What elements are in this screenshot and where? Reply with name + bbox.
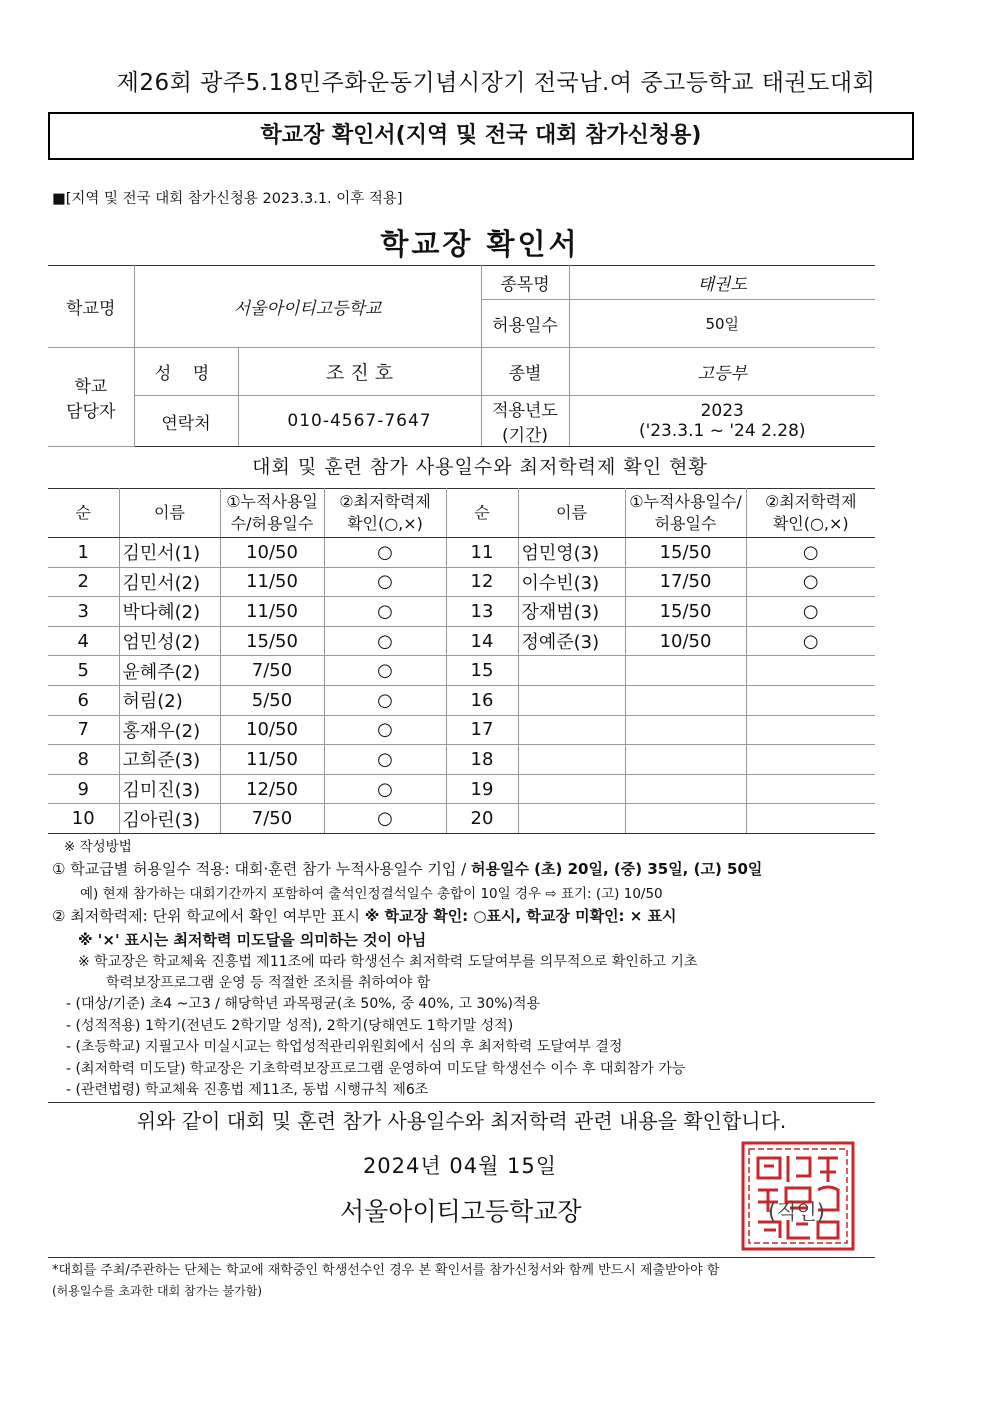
- declaration: 위와 같이 대회 및 훈련 참가 사용일수와 최저학력 관련 내용을 확인합니다.: [48, 1102, 875, 1134]
- col-header-check-right-line2: 확인(○,×): [772, 514, 849, 533]
- table-row: [48, 567, 875, 597]
- row-days-right: [625, 715, 746, 745]
- row-check-right: ○: [746, 626, 875, 656]
- row-check-right: [746, 656, 875, 686]
- row-no-left: 5: [48, 656, 119, 686]
- method-note-2a: ※ 학교장은 학교체육 진흥법 제11조에 따라 학생선수 최저학력 도달여부를 의무적으로 확인하고 기초: [78, 954, 698, 970]
- row-name-left: 고희준(3): [119, 745, 220, 775]
- row-check-left: ○: [324, 715, 446, 745]
- row-no-right: 15: [446, 656, 518, 686]
- method-bullet-3: - (초등학교) 지필고사 미실시교는 학업성적관리위원회에서 심의 후 최저학력 도달여부 결정: [66, 1039, 623, 1055]
- method-note-1: ※ '×' 표시는 최저학력 미도달을 의미하는 것이 아님: [78, 931, 427, 949]
- row-days-left: 7/50: [220, 656, 324, 686]
- school-label: 학교명: [48, 266, 134, 348]
- row-name-right: 엄민영(3): [518, 538, 625, 568]
- row-name-left: 김미진(3): [119, 774, 220, 804]
- row-check-right: [746, 715, 875, 745]
- row-no-left: 1: [48, 538, 119, 568]
- principal-name: 서울아이티고등학교장: [340, 1197, 582, 1226]
- row-name-right: [518, 804, 625, 834]
- row-check-right: [746, 804, 875, 834]
- row-check-right: [746, 685, 875, 715]
- row-days-left: 5/50: [220, 685, 324, 715]
- row-check-left: ○: [324, 804, 446, 834]
- date-line: 2024년 04월 15일: [362, 1154, 558, 1178]
- method-item-2-text: ② 최저학력제: 단위 학교에서 확인 여부만 표시: [52, 907, 365, 925]
- row-no-right: 13: [446, 597, 518, 627]
- col-header-no-left: 순: [48, 489, 119, 538]
- method-bullet-5: - (관련법령) 학교체육 진흥법 제11조, 동법 시행규칙 제6조: [66, 1082, 429, 1098]
- method-item-1-bold: 허용일수 (초) 20일, (중) 35일, (고) 50일: [471, 860, 763, 878]
- row-days-left: 12/50: [220, 774, 324, 804]
- row-days-left: 10/50: [220, 538, 324, 568]
- row-no-left: 8: [48, 745, 119, 775]
- manager-label-line1: 학교: [74, 377, 108, 397]
- row-days-right: [625, 745, 746, 775]
- row-no-right: 14: [446, 626, 518, 656]
- method-bullet-4: - (최저학력 미도달) 학교장은 기초학력보장프로그램 운영하여 미도달 학생선수 이수 후 대회참가 가능: [66, 1061, 686, 1077]
- row-name-left: 김민서(1): [119, 538, 220, 568]
- row-name-left: 허림(2): [119, 685, 220, 715]
- row-check-right: ○: [746, 597, 875, 627]
- row-check-left: ○: [324, 745, 446, 775]
- year-period: ('23.3.1 ~ '24 2.28): [638, 421, 806, 441]
- manager-label-line2: 담당자: [66, 402, 116, 422]
- manager-name: 조 진 호: [238, 348, 481, 396]
- row-no-right: 12: [446, 567, 518, 597]
- row-check-right: ○: [746, 538, 875, 568]
- row-name-left: 윤혜주(2): [119, 656, 220, 686]
- row-days-right: [625, 804, 746, 834]
- row-no-left: 3: [48, 597, 119, 627]
- method-item-2-bold: ※ 학교장 확인: ○표시, 학교장 미확인: × 표시: [364, 907, 677, 925]
- row-no-left: 9: [48, 774, 119, 804]
- row-days-left: 11/50: [220, 597, 324, 627]
- school-info-table: [48, 265, 875, 447]
- method-bullet-1: - (대상/기준) 초4 ~고3 / 해당학년 과목평균(초 50%, 중 40%, 고 30%)적용: [66, 996, 541, 1012]
- footer-note-1: *대회를 주최/주관하는 단체는 학교에 재학중인 학생선수인 경우 본 확인서를 참가신청서와 함께 반드시 제출받아야 함: [52, 1263, 720, 1278]
- row-name-right: 이수빈(3): [518, 567, 625, 597]
- row-days-right: 15/50: [625, 538, 746, 568]
- method-item-1-text: ① 학교급별 허용일수 적용: 대회·훈련 참가 누적사용일수 기입 /: [52, 860, 471, 878]
- row-name-left: 박다혜(2): [119, 597, 220, 627]
- table-row: [48, 538, 875, 568]
- table-row: [48, 745, 875, 775]
- col-header-check-right-line1: ②최저학력제: [764, 492, 857, 511]
- row-days-right: [625, 774, 746, 804]
- col-header-name-right: 이름: [518, 489, 625, 538]
- row-check-right: ○: [746, 567, 875, 597]
- row-check-left: ○: [324, 626, 446, 656]
- row-no-left: 7: [48, 715, 119, 745]
- row-name-right: 장재범(3): [518, 597, 625, 627]
- row-days-left: 11/50: [220, 567, 324, 597]
- col-header-days-right: [625, 489, 746, 538]
- row-check-left: ○: [324, 656, 446, 686]
- main-heading: 학교장 확인서: [380, 227, 580, 261]
- col-header-days-left-line2: 수/허용일수: [230, 514, 314, 533]
- division-label: 종별: [481, 348, 569, 396]
- division-value: 고등부: [569, 348, 875, 396]
- footer-divider: [48, 1257, 875, 1258]
- row-no-right: 16: [446, 685, 518, 715]
- row-no-left: 2: [48, 567, 119, 597]
- method-title: ※ 작성방법: [64, 839, 132, 855]
- row-days-left: 10/50: [220, 715, 324, 745]
- col-header-days-left: [220, 489, 324, 538]
- table-row: [48, 656, 875, 686]
- document-title-box: 학교장 확인서(지역 및 전국 대회 참가신청용): [48, 112, 914, 160]
- row-name-right: [518, 656, 625, 686]
- contact-value: 010-4567-7647: [238, 396, 481, 447]
- sport-value: 태권도: [569, 266, 875, 300]
- year-label-line2: (기간): [501, 426, 549, 446]
- col-header-check-left: [324, 489, 446, 538]
- sport-label: 종목명: [481, 266, 569, 300]
- row-check-left: ○: [324, 597, 446, 627]
- row-name-right: [518, 715, 625, 745]
- col-header-check-left-line2: 확인(○,×): [347, 514, 423, 533]
- year-value: [569, 396, 875, 447]
- status-table: [48, 488, 875, 834]
- row-no-right: 19: [446, 774, 518, 804]
- seal-label: (직인): [768, 1200, 825, 1224]
- col-header-days-right-line1: ①누적사용일수/: [629, 492, 742, 511]
- year-label-line1: 적용년도: [492, 401, 558, 421]
- row-days-right: 15/50: [625, 597, 746, 627]
- method-item-1: [52, 858, 762, 879]
- row-no-left: 4: [48, 626, 119, 656]
- row-check-left: ○: [324, 774, 446, 804]
- school-name: 서울아이티고등학교: [134, 266, 481, 348]
- row-name-left: 홍재우(2): [119, 715, 220, 745]
- row-check-left: ○: [324, 538, 446, 568]
- row-check-left: ○: [324, 567, 446, 597]
- col-header-check-right: [746, 489, 875, 538]
- allowed-days-label: 허용일수: [481, 300, 569, 348]
- row-no-right: 20: [446, 804, 518, 834]
- event-title: 제26회 광주5.18민주화운동기념시장기 전국남.여 중고등학교 태권도대회: [116, 70, 876, 96]
- row-days-left: 7/50: [220, 804, 324, 834]
- status-heading: 대회 및 훈련 참가 사용일수와 최저학력제 확인 현황: [252, 456, 708, 478]
- year-label: [481, 396, 569, 447]
- row-days-left: 15/50: [220, 626, 324, 656]
- method-item-2: [52, 905, 677, 926]
- col-header-days-left-line1: ①누적사용일: [226, 492, 318, 511]
- row-no-right: 17: [446, 715, 518, 745]
- footer-note-2: (허용일수를 초과한 대회 참가는 불가함): [52, 1284, 263, 1298]
- row-days-right: [625, 685, 746, 715]
- row-no-right: 11: [446, 538, 518, 568]
- row-name-right: [518, 745, 625, 775]
- row-check-right: [746, 774, 875, 804]
- row-name-left: 엄민성(2): [119, 626, 220, 656]
- row-name-left: 김민서(2): [119, 567, 220, 597]
- name-label: 성 명: [134, 348, 238, 396]
- manager-label: [48, 348, 134, 447]
- row-no-left: 6: [48, 685, 119, 715]
- table-row: [48, 715, 875, 745]
- scope-note: ■[지역 및 전국 대회 참가신청용 2023.3.1. 이후 적용]: [52, 191, 403, 207]
- year-number: 2023: [700, 401, 744, 421]
- row-name-left: 김아린(3): [119, 804, 220, 834]
- row-name-right: [518, 685, 625, 715]
- row-days-left: 11/50: [220, 745, 324, 775]
- row-check-right: [746, 745, 875, 775]
- table-row: [48, 685, 875, 715]
- table-row: [48, 774, 875, 804]
- row-days-right: [625, 656, 746, 686]
- table-row: [48, 804, 875, 834]
- row-days-right: 17/50: [625, 567, 746, 597]
- row-name-right: 정예준(3): [518, 626, 625, 656]
- row-days-right: 10/50: [625, 626, 746, 656]
- method-item-1-example: 예) 현재 참가하는 대회기간까지 포함하여 출석인정결석일수 총합이 10일 경우 ⇨ 표기: (고) 10/50: [80, 886, 663, 902]
- table-row: [48, 597, 875, 627]
- method-bullet-2: - (성적적용) 1학기(전년도 2학기말 성적), 2학기(당해연도 1학기말 성적): [66, 1018, 514, 1034]
- col-header-name-left: 이름: [119, 489, 220, 538]
- row-no-left: 10: [48, 804, 119, 834]
- row-check-left: ○: [324, 685, 446, 715]
- row-name-right: [518, 774, 625, 804]
- method-note-2b: 학력보장프로그램 운영 등 적절한 조치를 취하여야 함: [106, 975, 431, 991]
- table-row: [48, 626, 875, 656]
- contact-label: 연락처: [134, 396, 238, 447]
- row-no-right: 18: [446, 745, 518, 775]
- col-header-no-right: 순: [446, 489, 518, 538]
- col-header-days-right-line2: 허용일수: [654, 514, 717, 533]
- allowed-days-value: 50일: [569, 300, 875, 348]
- col-header-check-left-line1: ②최저학력제: [339, 492, 431, 511]
